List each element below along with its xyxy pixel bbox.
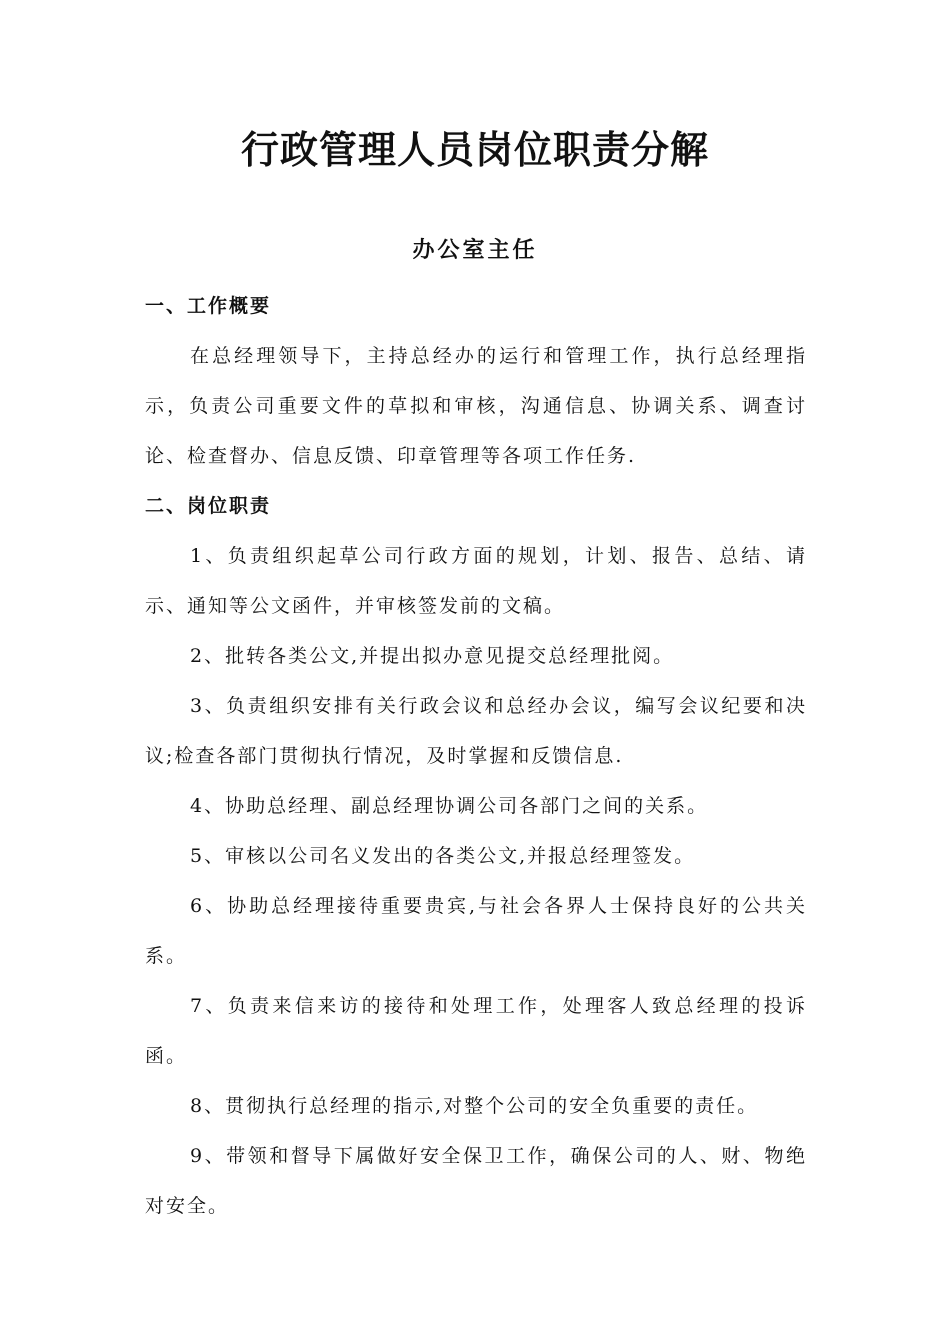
duty-item: 6、协助总经理接待重要贵宾,与社会各界人士保持良好的公共关系。	[145, 895, 807, 967]
duty-item: 5、审核以公司名义发出的各类公文,并报总经理签发。	[190, 845, 696, 867]
section-overview	[145, 281, 807, 481]
duty-item: 2、批转各类公文,并提出拟办意见提交总经理批阅。	[190, 645, 675, 667]
duty-item: 3、负责组织安排有关行政会议和总经办会议，编写会议纪要和决议;检查各部门贯彻执行情况，及时掌握和反馈信息.	[145, 695, 807, 767]
duty-item: 7、负责来信来访的接待和处理工作，处理客人致总经理的投诉函。	[145, 995, 807, 1067]
document-body	[145, 281, 807, 1231]
section-heading: 一、工作概要	[145, 295, 272, 317]
duty-item: 4、协助总经理、副总经理协调公司各部门之间的关系。	[190, 795, 709, 817]
position-title: 办公室主任	[412, 237, 538, 263]
duty-item: 8、贯彻执行总经理的指示,对整个公司的安全负重要的责任。	[190, 1095, 759, 1117]
section-heading: 二、岗位职责	[145, 495, 272, 517]
duty-item: 1、负责组织起草公司行政方面的规划，计划、报告、总结、请示、通知等公文函件，并审核签发前的文稿。	[145, 545, 807, 617]
overview-paragraph: 在总经理领导下，主持总经办的运行和管理工作，执行总经理指示，负责公司重要文件的草拟和审核，沟通信息、协调关系、调查讨论、检查督办、信息反馈、印章管理等各项工作任务.	[145, 345, 807, 467]
document-title: 行政管理人员岗位职责分解	[240, 127, 709, 172]
duty-item: 9、带领和督导下属做好安全保卫工作，确保公司的人、财、物绝对安全。	[145, 1145, 807, 1217]
section-duties	[145, 481, 807, 1231]
